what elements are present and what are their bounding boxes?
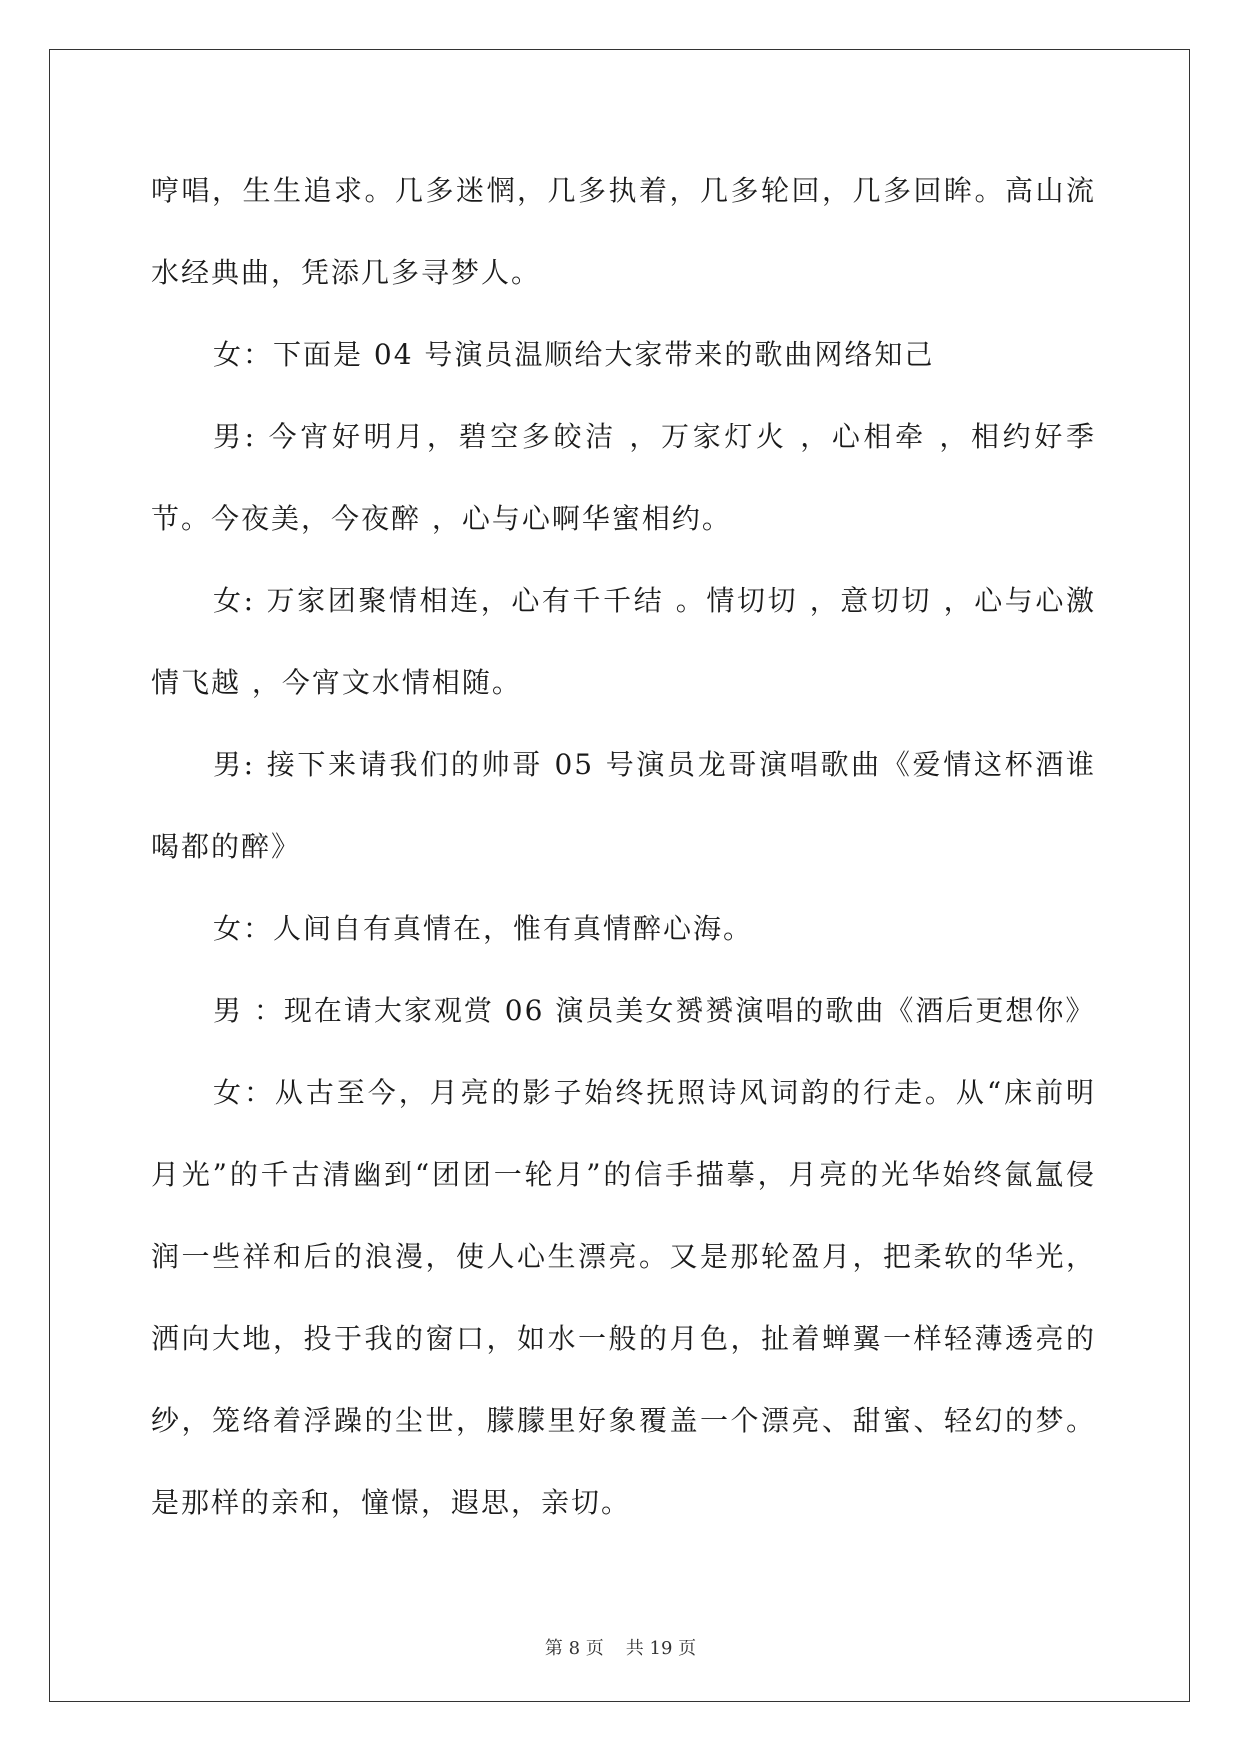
page-footer: [0, 1634, 1241, 1660]
paragraph-female-host-reunion: 女: 万家团聚情相连，心有千千结 。情切切 ，意切切 ，心与心激情飞越 ，今宵文水情相随。: [151, 584, 1096, 699]
paragraph-continuation: 哼唱，生生追求。几多迷惘，几多执着，几多轮回，几多回眸。高山流水经典曲，凭添几多寻梦人。: [151, 174, 1096, 289]
page-total: 共 19 页: [625, 1638, 697, 1659]
paragraph-male-host-05: 男: 接下来请我们的帅哥 05 号演员龙哥演唱歌曲《爱情这杯酒谁喝都的醉》: [151, 748, 1096, 863]
paragraph-male-host-moon: 男: 今宵好明月，碧空多皎洁 ，万家灯火 ，心相牵 ，相约好季节。今夜美，今夜醉 ，心与心啊华蜜相约。: [151, 420, 1096, 535]
paragraph-female-host-true-love: 女：人间自有真情在，惟有真情醉心海。: [213, 912, 754, 945]
document-body: [151, 150, 1096, 1544]
page-number: 第 8 页: [544, 1638, 604, 1659]
paragraph-male-host-06: 男 ：现在请大家观赏 06 演员美女赟赟演唱的歌曲《酒后更想你》: [213, 994, 1096, 1027]
paragraph-female-host-04: 女：下面是 04 号演员温顺给大家带来的歌曲网络知己: [213, 338, 935, 371]
paragraph-female-host-moonlight: 女：从古至今，月亮的影子始终抚照诗风词韵的行走。从“床前明月光”的千古清幽到“团团一轮月”的信手描摹，月亮的光华始终氤氲侵润一些祥和后的浪漫，使人心生漂亮。又是那轮盈月，把柔软的华光，洒向大地，投于我的窗口，如水一般的月色，扯着蝉翼一样轻薄透亮的纱，笼络着浮躁的尘世，朦朦里好象覆盖一个漂亮、甜蜜、轻幻的梦。是那样的亲和，憧憬，遐思，亲切。: [151, 1076, 1096, 1519]
